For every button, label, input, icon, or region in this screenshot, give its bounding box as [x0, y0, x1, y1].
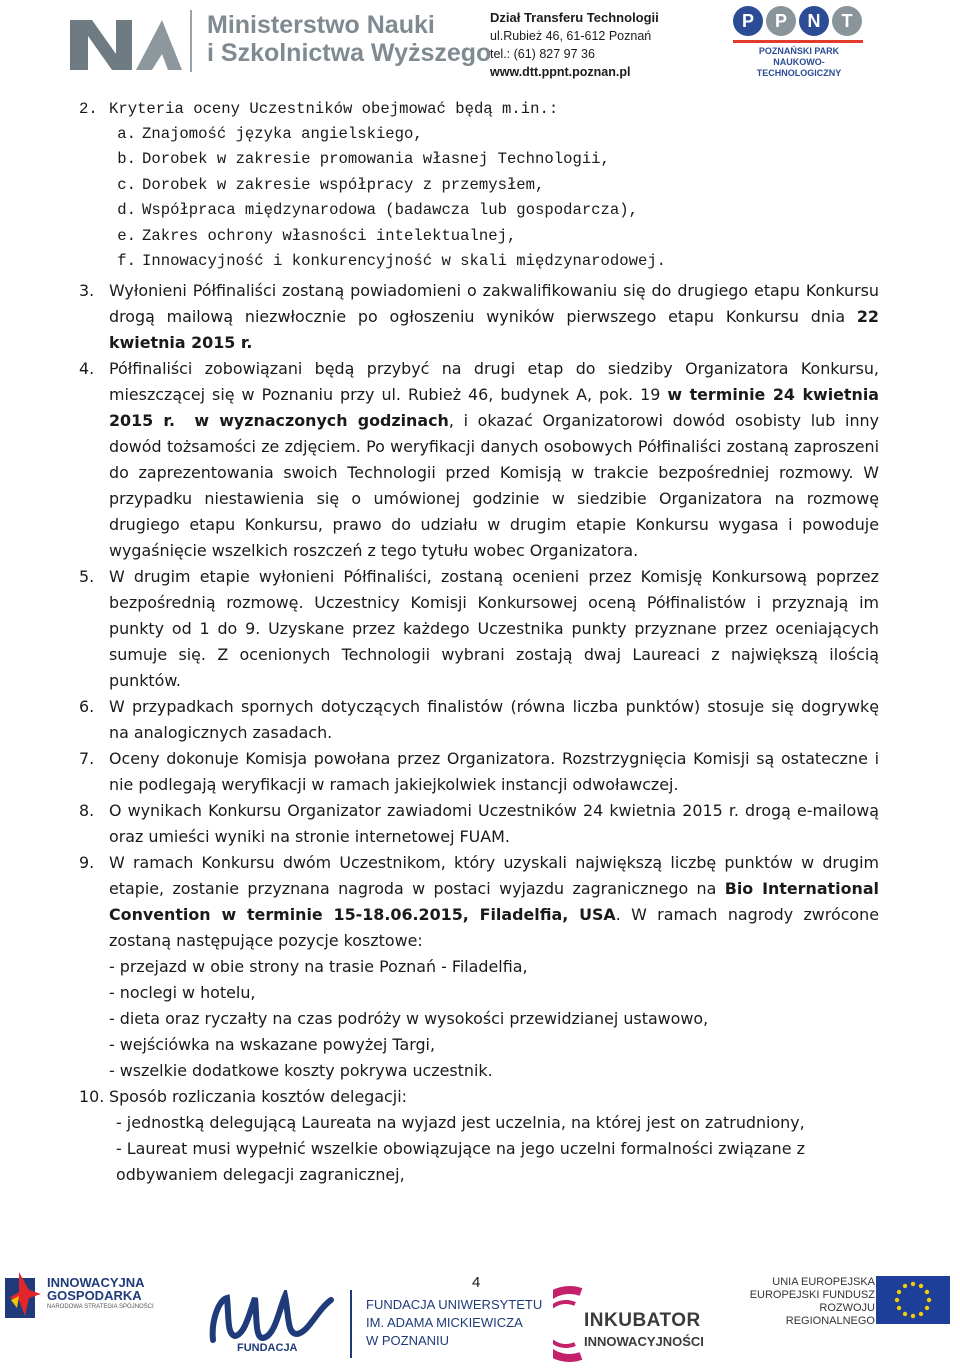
ppnt-name-line1: POZNAŃSKI PARK [758, 46, 840, 56]
cost-item: - noclegi w hotelu, [109, 983, 256, 1003]
item-text: Sposób rozliczania kosztów delegacji: [109, 1087, 407, 1107]
dtt-phone: tel.: (61) 827 97 36 [490, 47, 595, 61]
eu-text [735, 1276, 875, 1328]
ppnt-rule [733, 40, 863, 43]
sub-item-text: Innowacyjność i konkurencyjność w skali międzynarodowej. [142, 252, 667, 271]
page-header [0, 0, 960, 88]
eu-line2: EUROPEJSKI FUNDUSZ [749, 1289, 875, 1301]
inkubator-name: INKUBATOR [584, 1310, 701, 1331]
sub-item-letter: b. [117, 150, 136, 169]
sub-item-text: Dorobek w zakresie współpracy z przemysłem, [142, 175, 545, 194]
cost-item: - przejazd w obie strony na trasie Poznań - Filadelfia, [109, 957, 528, 977]
list-item-2 [79, 96, 879, 122]
ig-subtitle: NARODOWA STRATEGIA SPÓJNOŚCI [47, 1304, 154, 1310]
dtt-contact [490, 9, 659, 81]
eu-flag-icon [876, 1276, 950, 1324]
item-text: Wyłonieni Półfinaliści zostaną powiadomieni o zakwalifikowaniu się do drugiego etapu Konkursu drogą mailową niezwłocznie po ogłoszeniu wyników pierwszego etapu Konkursu dnia [109, 281, 879, 327]
sub-item-text: Dorobek w zakresie promowania własnej Technologii, [142, 150, 610, 169]
ig-star-icon [5, 1272, 41, 1320]
item-number: 3. [79, 281, 95, 301]
item-date: 22 kwietnia 2015 r. [109, 307, 879, 353]
uam-label: FUNDACJA [237, 1342, 298, 1354]
item-number: 2. [79, 100, 98, 118]
ministry-logo [70, 14, 200, 70]
sub-item-b [79, 147, 879, 172]
dtt-address: ul.Rubież 46, 61-612 Poznań [490, 29, 652, 43]
ministry-name-line2: i Szkolnictwa Wyższego [207, 39, 492, 67]
inkubator-subname: INNOWACYJNOŚCI [584, 1334, 704, 1349]
ppnt-letter: N [799, 6, 829, 36]
ppnt-name-line2: NAUKOWO-TECHNOLOGICZNY [756, 57, 842, 78]
dtt-website[interactable]: www.dtt.ppnt.poznan.pl [490, 65, 631, 79]
cost-item: - dieta oraz ryczałty na czas podróży w wysokości przewidzianej ustawowo, [109, 1009, 709, 1029]
cost-item: - wejściówka na wskazane powyżej Targi, [109, 1035, 436, 1055]
cost-item: - wszelkie dodatkowe koszty pokrywa uczestnik. [109, 1061, 493, 1081]
item-text: W ramach Konkursu dwóm Uczestnikom, który uzyskali największą liczbę punktów w drugim etapie, zostanie przyznana nagroda w postaci wyjazdu zagranicznego na [109, 853, 879, 899]
list-item-6 [79, 694, 879, 746]
ppnt-letters [733, 6, 867, 36]
item-text: W przypadkach spornych dotyczących finalistów (równa liczba punktów) stosuje się dogrywkę na analogicznych zasadach. [109, 697, 879, 743]
eu-line1: UNIA EUROPEJSKA [772, 1276, 875, 1288]
delegation-item: - Laureat musi wypełnić wszelkie obowiązujące na jego uczelni formalności związane z odbywaniem delegacji zagranicznej, [116, 1139, 805, 1185]
list-item-8 [79, 798, 879, 850]
item-text: Oceny dokonuje Komisja powołana przez Organizatora. Rozstrzygnięcia Komisji są ostateczne i nie podlegają weryfikacji w ramach jakiejkolwiek instancji odwoławczej. [109, 749, 879, 795]
eu-line3: ROZWOJU REGIONALNEGO [785, 1302, 875, 1327]
item-number: 4. [79, 359, 95, 379]
list-item-5 [79, 564, 879, 694]
delegation-item: - jednostką delegującą Laureata na wyjazd jest uczelnia, na której jest on zatrudniony, [116, 1113, 805, 1133]
sub-item-f [79, 249, 879, 274]
item-text-cont: , i okazać Organizatorowi dowód osobisty lub inny dowód tożsamości ze zdjęciem. Po weryfikacji danych osobowych Półfinaliści zostaną zaproszeni do zaprezentowania swoich Technologii przed Komisją w trakcie bezpośredniej rozmowy. W przypadku niestawienia się o umówionej godzinie w siedzibie Organizatora na rozmowę drugiego etapu Konkursu, prawo do udziału w drugim etapie Konkursu wygasa i powoduje wygaśnięcie wszelkich roszczeń z tego tytułu wobec Organizatora. [109, 411, 879, 561]
fu-divider [350, 1290, 352, 1358]
sub-item-a [79, 122, 879, 147]
sub-item-letter: a. [117, 125, 136, 143]
innowacyjna-gospodarka-logo [5, 1272, 175, 1324]
list-item-3 [79, 278, 879, 356]
fu-line1: FUNDACJA UNIWERSYTETU [366, 1297, 543, 1312]
dtt-title: Dział Transferu Technologii [490, 10, 659, 25]
sub-item-c [79, 173, 879, 198]
item-spacer [175, 411, 194, 430]
sub-item-letter: c. [117, 175, 136, 194]
fu-line3: W POZNANIU [366, 1333, 450, 1348]
sub-item-letter: e. [117, 226, 136, 245]
item-number: 7. [79, 749, 95, 769]
item-number: 10. [79, 1087, 105, 1107]
fu-name [366, 1296, 542, 1350]
sub-item-text: Znajomość języka angielskiego, [142, 125, 423, 143]
sub-item-letter: f. [117, 252, 136, 271]
item-text-cont: . W ramach nagrody zwrócone zostaną następujące pozycje kosztowe: [109, 905, 880, 951]
item-text: W drugim etapie wyłonieni Półfinaliści, zostaną ocenieni przez Komisję Konkursową poprzez bezpośrednią rozmowę. Uczestnicy Komisji Konkursowej oceną Półfinalistów i przyznają im punkty od 1 do 9. Uzyskane przez każdego Uczestnika punkty przyznane przez oceniających sumuje się. Z ocenionych Technologii wybrani zostają dwaj Laureaci z największą ilością punktów. [109, 567, 879, 691]
item-deadline: w terminie 24 kwietnia 2015 r. [109, 385, 879, 431]
item-number: 5. [79, 567, 95, 587]
ppnt-letter: T [832, 6, 862, 36]
item-number: 9. [79, 853, 95, 873]
ig-line1: INNOWACYJNA [47, 1275, 145, 1290]
page-number: 4 [472, 1274, 481, 1291]
list-item-9 [79, 850, 879, 954]
ministry-divider [190, 10, 192, 72]
ig-line2: GOSPODARKA [47, 1288, 142, 1303]
item-number: 6. [79, 697, 95, 717]
sub-item-d [79, 198, 879, 223]
sub-item-text: Współpraca międzynarodowa (badawcza lub gospodarcza), [142, 201, 638, 220]
item-hours: w wyznaczonych godzinach [194, 411, 449, 431]
item-event: Bio International Convention w terminie 15-18.06.2015, Filadelfia, USA [109, 879, 879, 925]
fu-line2: IM. ADAMA MICKIEWICZA [366, 1315, 523, 1330]
ministry-name [207, 11, 491, 67]
sub-item-letter: d. [117, 201, 136, 220]
list-item-7 [79, 746, 879, 798]
sub-item-e [79, 224, 879, 249]
item-number: 8. [79, 801, 95, 821]
ig-name [47, 1276, 145, 1302]
document-body [79, 96, 879, 1188]
ppnt-letter: P [733, 6, 763, 36]
item-text: Półfinaliści zobowiązani będą przybyć na drugi etap do siedziby Organizatora Konkursu, mieszczącej się w Poznaniu przy ul. Rubież 46, budynek A, pok. 19 [109, 359, 879, 405]
ministry-name-line1: Ministerstwo Nauki [207, 11, 435, 39]
list-item-4 [79, 356, 879, 564]
item-text: O wynikach Konkursu Organizator zawiadomi Uczestników 24 kwietnia 2015 r. drogą e-mailową oraz umieści wyniki na stronie internetowej FUAM. [109, 801, 879, 847]
sub-item-text: Zakres ochrony własności intelektualnej, [142, 226, 517, 245]
ppnt-letter: P [766, 6, 796, 36]
list-item-10 [79, 1084, 879, 1110]
item-text: Kryteria oceny Uczestników obejmować będą m.in.: [109, 100, 559, 118]
ppnt-logo [733, 6, 867, 78]
